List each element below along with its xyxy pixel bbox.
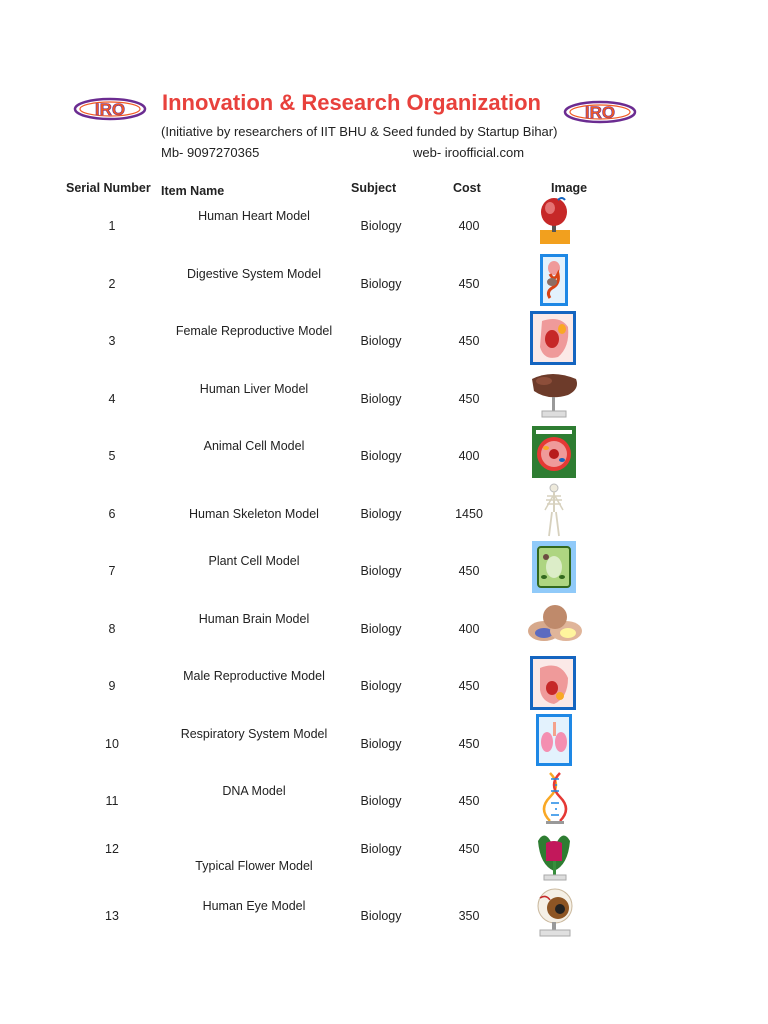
subject-cell: Biology [360,679,402,693]
item-name-cell: Human Brain Model [198,612,310,626]
heart-model-image [522,194,586,250]
table-row [0,262,768,320]
cost-cell: 450 [458,392,480,406]
dna-model-image [522,769,586,825]
plant-cell-model-image [522,539,586,595]
flower-model-image [522,827,586,883]
item-name-cell: Male Reproductive Model [183,669,325,683]
subject-cell: Biology [360,507,402,521]
item-name-cell: Human Eye Model [202,899,306,913]
subject-cell: Biology [360,392,402,406]
svg-text:IRO: IRO [584,103,616,122]
header-serial-number: Serial Number [66,181,151,195]
table-row [0,434,768,492]
item-name-cell: DNA Model [222,784,286,798]
skeleton-model-image [522,482,586,538]
cost-cell: 450 [458,737,480,751]
contact-website: web- iroofficial.com [413,145,525,160]
serial-number-cell: 13 [105,909,119,923]
subject-cell: Biology [360,909,402,923]
item-name-cell: Female Reproductive Model [175,324,333,338]
serial-number-cell: 8 [108,622,116,636]
female-reproductive-model-image [522,309,586,365]
cost-cell: 450 [458,334,480,348]
iro-logo-left [72,92,148,126]
serial-number-cell: 12 [105,842,119,856]
serial-number-cell: 11 [105,794,119,808]
cost-cell: 350 [458,909,480,923]
cost-cell: 450 [458,564,480,578]
serial-number-cell: 6 [108,507,116,521]
table-row [0,549,768,607]
male-reproductive-model-image [522,654,586,710]
serial-number-cell: 3 [108,334,116,348]
contact-phone: Mb- 9097270365 [161,145,260,160]
item-name-cell: Typical Flower Model [195,859,313,873]
cost-cell: 400 [458,622,480,636]
item-name-cell: Plant Cell Model [208,554,300,568]
serial-number-cell: 9 [108,679,116,693]
serial-number-cell: 5 [108,449,116,463]
page-subtitle: (Initiative by researchers of IIT BHU & Seed funded by Startup Bihar) [161,124,558,139]
eye-model-image [522,884,586,940]
brain-model-image [522,597,586,653]
table-row [0,664,768,722]
subject-cell: Biology [360,219,402,233]
iro-logo-right [562,95,638,129]
cost-cell: 1450 [455,507,483,521]
table-row [0,204,768,262]
liver-model-image [522,367,586,423]
serial-number-cell: 1 [108,219,116,233]
svg-text:IRO: IRO [94,100,126,119]
table-row [0,377,768,435]
cost-cell: 450 [458,842,480,856]
item-name-cell: Animal Cell Model [203,439,305,453]
item-name-cell: Digestive System Model [186,267,322,281]
subject-cell: Biology [360,794,402,808]
animal-cell-model-image [522,424,586,480]
table-row [0,894,768,952]
subject-cell: Biology [360,277,402,291]
page-title: Innovation & Research Organization [162,90,541,115]
serial-number-cell: 2 [108,277,116,291]
item-name-cell: Human Heart Model [198,209,310,223]
subject-cell: Biology [360,737,402,751]
table-row [0,607,768,665]
header-image: Image [551,181,588,195]
subject-cell: Biology [360,449,402,463]
item-name-cell: Human Liver Model [199,382,309,396]
serial-number-cell: 10 [105,737,119,751]
table-row [0,722,768,780]
cost-cell: 450 [458,679,480,693]
serial-number-cell: 7 [108,564,116,578]
table-row [0,779,768,837]
item-name-cell: Human Skeleton Model [189,507,319,521]
table-row [0,837,768,895]
header-cost: Cost [453,181,481,195]
cost-cell: 450 [458,277,480,291]
cost-cell: 450 [458,794,480,808]
cost-cell: 400 [458,449,480,463]
serial-number-cell: 4 [108,392,116,406]
subject-cell: Biology [360,842,402,856]
table-row [0,492,768,550]
cost-cell: 400 [458,219,480,233]
digestive-system-model-image [522,252,586,308]
item-name-cell: Respiratory System Model [180,727,328,741]
table-row [0,319,768,377]
header-subject: Subject [351,181,397,195]
subject-cell: Biology [360,334,402,348]
subject-cell: Biology [360,564,402,578]
respiratory-system-model-image [522,712,586,768]
header-item-name: Item Name [161,184,225,198]
subject-cell: Biology [360,622,402,636]
